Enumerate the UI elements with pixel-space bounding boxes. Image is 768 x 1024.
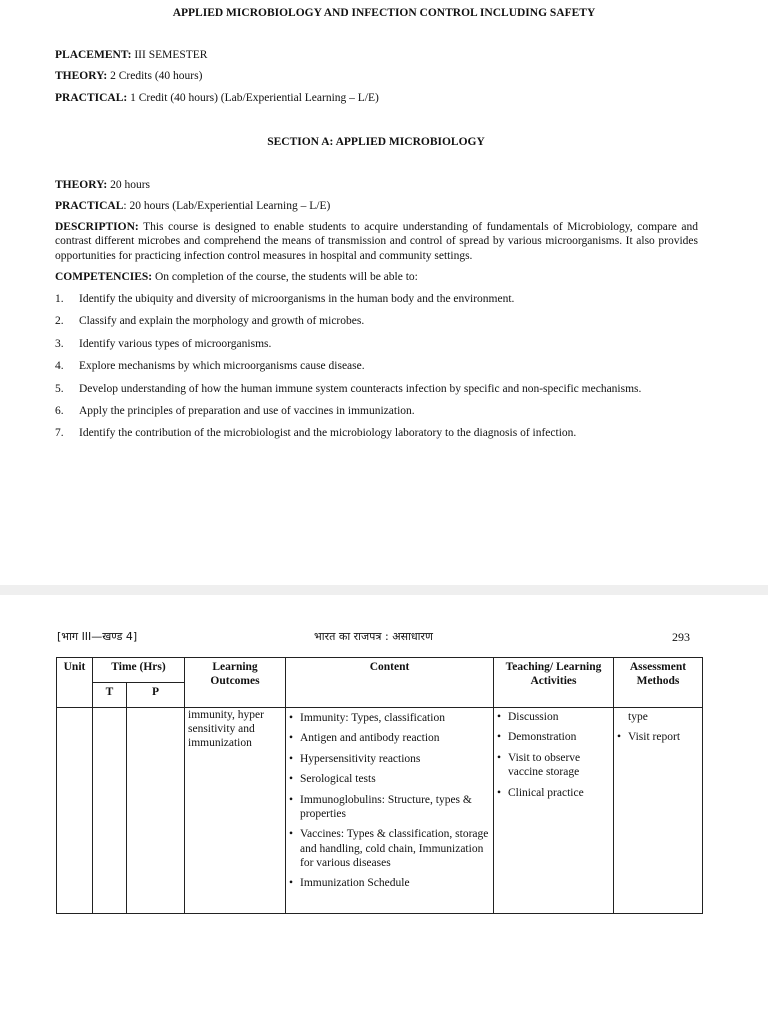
col-time-t: T — [93, 683, 127, 708]
gazette-header — [57, 630, 690, 646]
list-item: • Immunization Schedule — [289, 876, 490, 890]
competencies-text: On completion of the course, the students will be able to: — [152, 271, 418, 283]
practical-label: PRACTICAL: — [55, 92, 128, 104]
content-list — [289, 711, 490, 891]
competency-text: Identify the ubiquity and diversity of microorganisms in the human body and the environment. — [79, 293, 515, 305]
learning-outcomes-text: immunity, hyper sensitivity and immunization — [188, 709, 264, 749]
list-item: • Immunity: Types, classification — [289, 711, 490, 725]
page-number: 293 — [672, 630, 690, 644]
list-item: • Immunoglobulins: Structure, types & properties — [289, 793, 490, 822]
cell-time-p — [127, 708, 185, 914]
table-row — [57, 708, 703, 914]
section-theory-label: THEORY: — [55, 179, 108, 191]
competency-item — [55, 359, 698, 373]
activities-list — [497, 710, 610, 800]
competency-item — [55, 337, 698, 351]
cell-learning-outcomes — [185, 708, 286, 914]
theory-value: 2 Credits (40 hours) — [107, 70, 203, 82]
description-paragraph — [55, 220, 698, 263]
competency-number: 3. — [55, 337, 64, 350]
theory-label: THEORY: — [55, 70, 108, 82]
table-header-row — [57, 658, 703, 683]
theory-line — [55, 69, 202, 83]
competencies-intro — [55, 270, 698, 284]
competency-text: Classify and explain the morphology and growth of microbes. — [79, 315, 365, 328]
list-item: • Visit to observe vaccine storage — [497, 751, 610, 780]
syllabus-table — [56, 657, 703, 914]
list-item: • Antigen and antibody reaction — [289, 731, 490, 745]
assessment-list — [617, 730, 699, 744]
list-item: • Discussion — [497, 710, 610, 724]
section-practical-line — [55, 199, 330, 213]
competency-number: 6. — [55, 404, 64, 417]
competencies-label: COMPETENCIES: — [55, 271, 153, 283]
assessment-continued-text: type — [628, 711, 648, 723]
col-learning-outcomes: Learning Outcomes — [185, 658, 286, 708]
placement-label: PLACEMENT: — [55, 49, 132, 61]
list-item: • Vaccines: Types & classification, storage and handling, cold chain, Immunization for various diseases — [289, 827, 490, 870]
list-item: • Hypersensitivity reactions — [289, 752, 490, 766]
course-title: APPLIED MICROBIOLOGY AND INFECTION CONTROL INCLUDING SAFETY — [172, 7, 596, 19]
part-section-label: [भाग III—खण्ड 4] — [57, 630, 138, 643]
practical-value: 1 Credit (40 hours) (Lab/Experiential Learning – L/E) — [127, 92, 379, 104]
col-time: Time (Hrs) — [93, 658, 185, 683]
col-assessment-methods: Assessment Methods — [614, 658, 703, 708]
placement-value: III SEMESTER — [131, 49, 208, 61]
description-text: This course is designed to enable students to acquire understanding of fundamentals of Microbiology, compare and contrast different microbes and comprehend the means of transmission and control of spread by various microorganisms. It also provides opportunities for practicing infection control measures in hospital and community settings. — [55, 221, 698, 262]
cell-unit — [57, 708, 93, 914]
competency-number: 7. — [55, 427, 64, 440]
list-item: • Demonstration — [497, 730, 610, 744]
page-divider — [0, 585, 768, 595]
col-unit: Unit — [57, 658, 93, 708]
section-practical-label: PRACTICAL — [55, 200, 124, 212]
cell-content — [286, 708, 494, 914]
competency-text: Identify the contribution of the microbiologist and the microbiology laboratory to the diagnosis of infection. — [79, 427, 577, 440]
competency-item — [55, 382, 698, 396]
gazette-title: भारत का राजपत्र : असाधारण — [314, 630, 433, 643]
page-2 — [0, 595, 768, 1024]
competency-text: Identify various types of microorganisms. — [79, 337, 272, 350]
competency-number: 5. — [55, 382, 64, 395]
competency-text: Apply the principles of preparation and use of vaccines in immunization. — [79, 404, 415, 417]
list-item: • Visit report — [617, 730, 699, 744]
section-theory-line — [55, 178, 150, 192]
cell-assessment-methods — [614, 708, 703, 914]
practical-line — [55, 91, 379, 105]
col-time-p: P — [127, 683, 185, 708]
competency-item — [55, 292, 698, 306]
competency-item — [55, 314, 698, 328]
competency-number: 4. — [55, 360, 64, 373]
competency-text: Explore mechanisms by which microorganisms cause disease. — [79, 360, 365, 373]
col-content: Content — [286, 658, 494, 708]
list-item: • Serological tests — [289, 772, 490, 786]
list-item: • Clinical practice — [497, 786, 610, 800]
col-teaching-activities: Teaching/ Learning Activities — [494, 658, 614, 708]
competency-item — [55, 426, 698, 440]
competency-item — [55, 404, 698, 418]
description-label: DESCRIPTION: — [55, 221, 139, 233]
competency-number: 1. — [55, 293, 64, 305]
competency-text: Develop understanding of how the human immune system counteracts infection by specific and non-specific mechanisms. — [79, 382, 642, 395]
cell-teaching-activities — [494, 708, 614, 914]
section-practical-value: : 20 hours (Lab/Experiential Learning – L/E) — [123, 200, 331, 212]
cell-time-t — [93, 708, 127, 914]
competencies-list — [55, 292, 698, 449]
section-theory-value: 20 hours — [107, 179, 151, 191]
competency-number: 2. — [55, 315, 64, 328]
section-title: SECTION A: APPLIED MICROBIOLOGY — [267, 136, 485, 148]
placement-line — [55, 48, 207, 62]
